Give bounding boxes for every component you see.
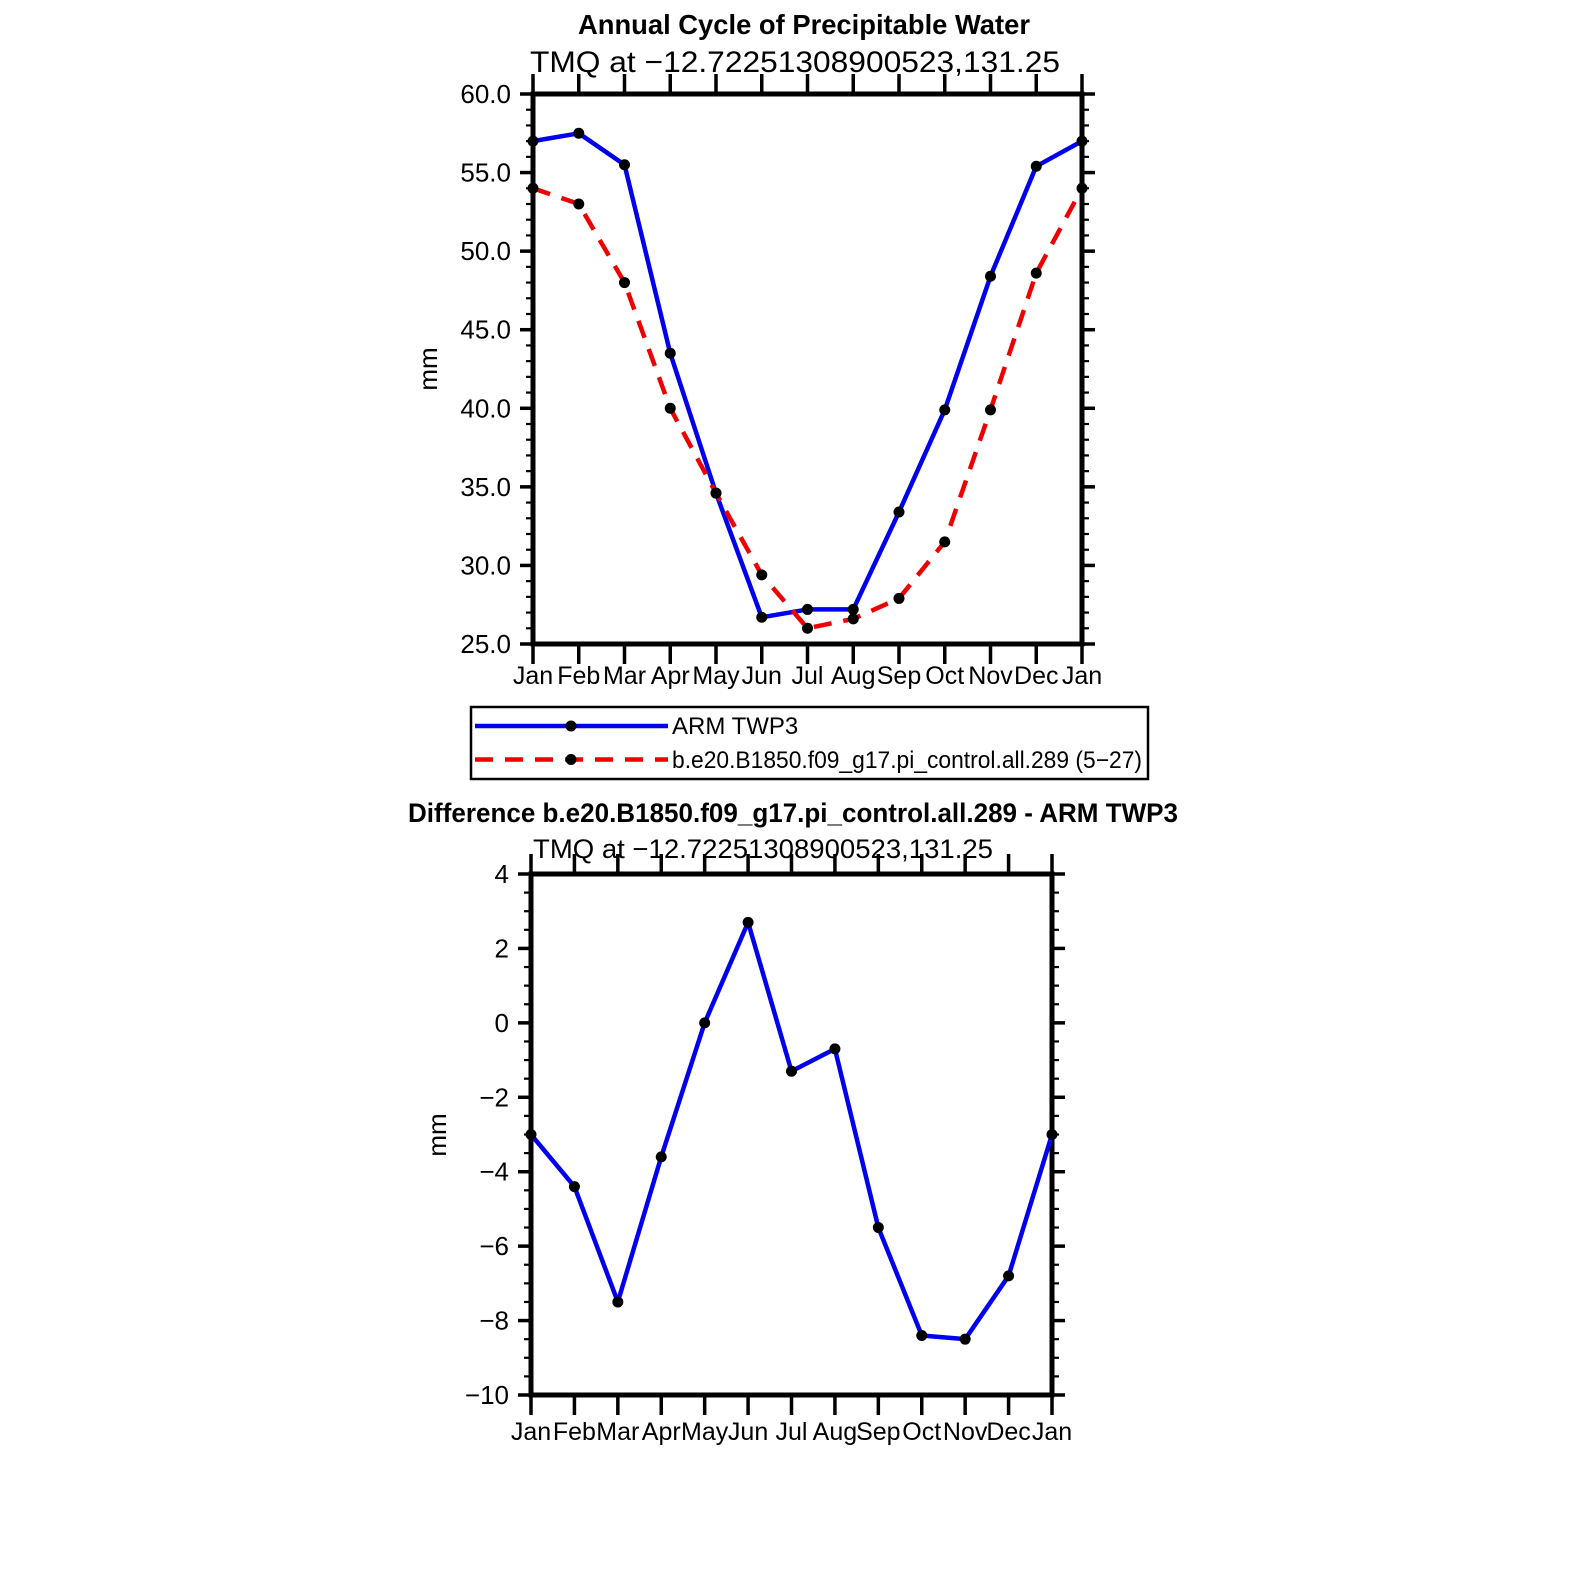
- data-point-marker: [619, 159, 630, 170]
- data-point-marker: [916, 1330, 927, 1341]
- data-point-marker: [985, 404, 996, 415]
- x-tick-label: May: [681, 1418, 729, 1446]
- top-chart: [460, 74, 1102, 690]
- data-point-marker: [743, 917, 754, 928]
- data-point-marker: [756, 612, 767, 623]
- y-tick-label: 50.0: [460, 236, 511, 267]
- x-tick-label: Sep: [856, 1418, 901, 1446]
- top-chart-ylabel: mm: [413, 347, 443, 391]
- x-tick-label: Dec: [986, 1418, 1031, 1446]
- data-point-marker: [848, 613, 859, 624]
- data-point-marker: [985, 271, 996, 282]
- data-point-marker: [960, 1334, 971, 1345]
- x-tick-label: Oct: [902, 1418, 942, 1446]
- x-tick-label: Dec: [1014, 662, 1059, 690]
- legend-label-arm-twp3: ARM TWP3: [672, 713, 799, 740]
- x-tick-label: Oct: [925, 662, 965, 690]
- data-point-marker: [1077, 136, 1088, 147]
- x-tick-label: Feb: [557, 662, 601, 690]
- y-tick-label: 60.0: [460, 79, 511, 109]
- data-point-marker: [699, 1017, 710, 1028]
- y-tick-label: 25.0: [460, 629, 511, 659]
- data-point-marker: [939, 536, 950, 547]
- data-point-marker: [612, 1296, 623, 1307]
- y-tick-label: 40.0: [460, 393, 511, 424]
- x-tick-label: Sep: [876, 662, 922, 690]
- data-point-marker: [939, 404, 950, 415]
- data-point-marker: [1031, 268, 1042, 279]
- y-tick-label: 0: [494, 1007, 509, 1038]
- bottom-chart-title: Difference b.e20.B1850.f09_g17.pi_control.all.289 - ARM TWP3: [408, 798, 1178, 828]
- legend-label-model-run: b.e20.B1850.f09_g17.pi_control.all.289 (5−27): [672, 747, 1142, 774]
- data-point-marker: [711, 488, 722, 499]
- data-point-marker: [802, 623, 813, 634]
- x-tick-label: Jun: [727, 1418, 769, 1446]
- data-point-marker: [873, 1222, 884, 1233]
- data-point-marker: [1047, 1129, 1058, 1140]
- plot-frame: [531, 874, 1052, 1395]
- y-tick-label: 2: [494, 933, 509, 964]
- x-tick-label: Jan: [1031, 1418, 1073, 1446]
- x-tick-label: Jun: [741, 662, 782, 690]
- data-point-marker: [786, 1066, 797, 1077]
- plot-frame: [533, 94, 1082, 644]
- data-point-marker: [1003, 1270, 1014, 1281]
- y-tick-label: −10: [464, 1380, 509, 1410]
- data-point-marker: [528, 183, 539, 194]
- x-tick-label: Mar: [602, 662, 647, 690]
- data-point-marker: [894, 507, 905, 518]
- x-tick-label: May: [692, 662, 740, 690]
- y-tick-label: 30.0: [460, 550, 511, 581]
- bottom-chart-subtitle: TMQ at −12.72251308900523,131.25: [533, 834, 993, 864]
- x-tick-label: Jan: [510, 1418, 552, 1446]
- data-point-marker: [802, 604, 813, 615]
- x-tick-label: Jan: [512, 662, 554, 690]
- top-chart-title: Annual Cycle of Precipitable Water: [578, 9, 1031, 40]
- x-tick-label: Jul: [791, 662, 824, 690]
- data-point-marker: [1031, 161, 1042, 172]
- x-tick-label: Jul: [775, 1418, 808, 1446]
- x-tick-label: Nov: [968, 662, 1013, 690]
- data-point-marker: [665, 348, 676, 359]
- data-point-marker: [848, 604, 859, 615]
- y-tick-label: 4: [494, 859, 509, 889]
- x-tick-label: Mar: [596, 1418, 640, 1446]
- data-point-marker: [573, 128, 584, 139]
- x-tick-label: Jan: [1061, 662, 1103, 690]
- y-tick-label: 45.0: [460, 314, 511, 345]
- data-point-marker: [526, 1129, 537, 1140]
- top-chart-subtitle: TMQ at −12.72251308900523,131.25: [530, 46, 1060, 79]
- bottom-chart: [465, 854, 1072, 1446]
- data-point-marker: [894, 593, 905, 604]
- legend-marker: [566, 721, 577, 732]
- x-tick-label: Feb: [552, 1418, 596, 1446]
- data-point-marker: [528, 136, 539, 147]
- y-tick-label: −6: [479, 1231, 509, 1262]
- data-point-marker: [569, 1181, 580, 1192]
- y-tick-label: −2: [479, 1082, 509, 1113]
- legend-marker: [566, 754, 577, 765]
- y-tick-label: −4: [479, 1156, 509, 1187]
- data-point-marker: [756, 569, 767, 580]
- data-point-marker: [829, 1043, 840, 1054]
- bottom-chart-ylabel: mm: [422, 1113, 452, 1157]
- data-point-marker: [573, 199, 584, 210]
- x-tick-label: Aug: [831, 662, 876, 690]
- x-tick-label: Aug: [812, 1418, 858, 1446]
- top-series-line: [533, 133, 1082, 617]
- data-point-marker: [1077, 183, 1088, 194]
- data-point-marker: [656, 1151, 667, 1162]
- x-tick-label: Apr: [650, 662, 690, 690]
- x-tick-label: Nov: [942, 1418, 988, 1446]
- bottom-series-line: [531, 922, 1052, 1339]
- data-point-marker: [665, 403, 676, 414]
- y-tick-label: 35.0: [460, 471, 511, 502]
- x-tick-label: Apr: [641, 1418, 681, 1446]
- y-tick-label: −8: [479, 1305, 509, 1336]
- data-point-marker: [619, 277, 630, 288]
- y-tick-label: 55.0: [460, 157, 511, 188]
